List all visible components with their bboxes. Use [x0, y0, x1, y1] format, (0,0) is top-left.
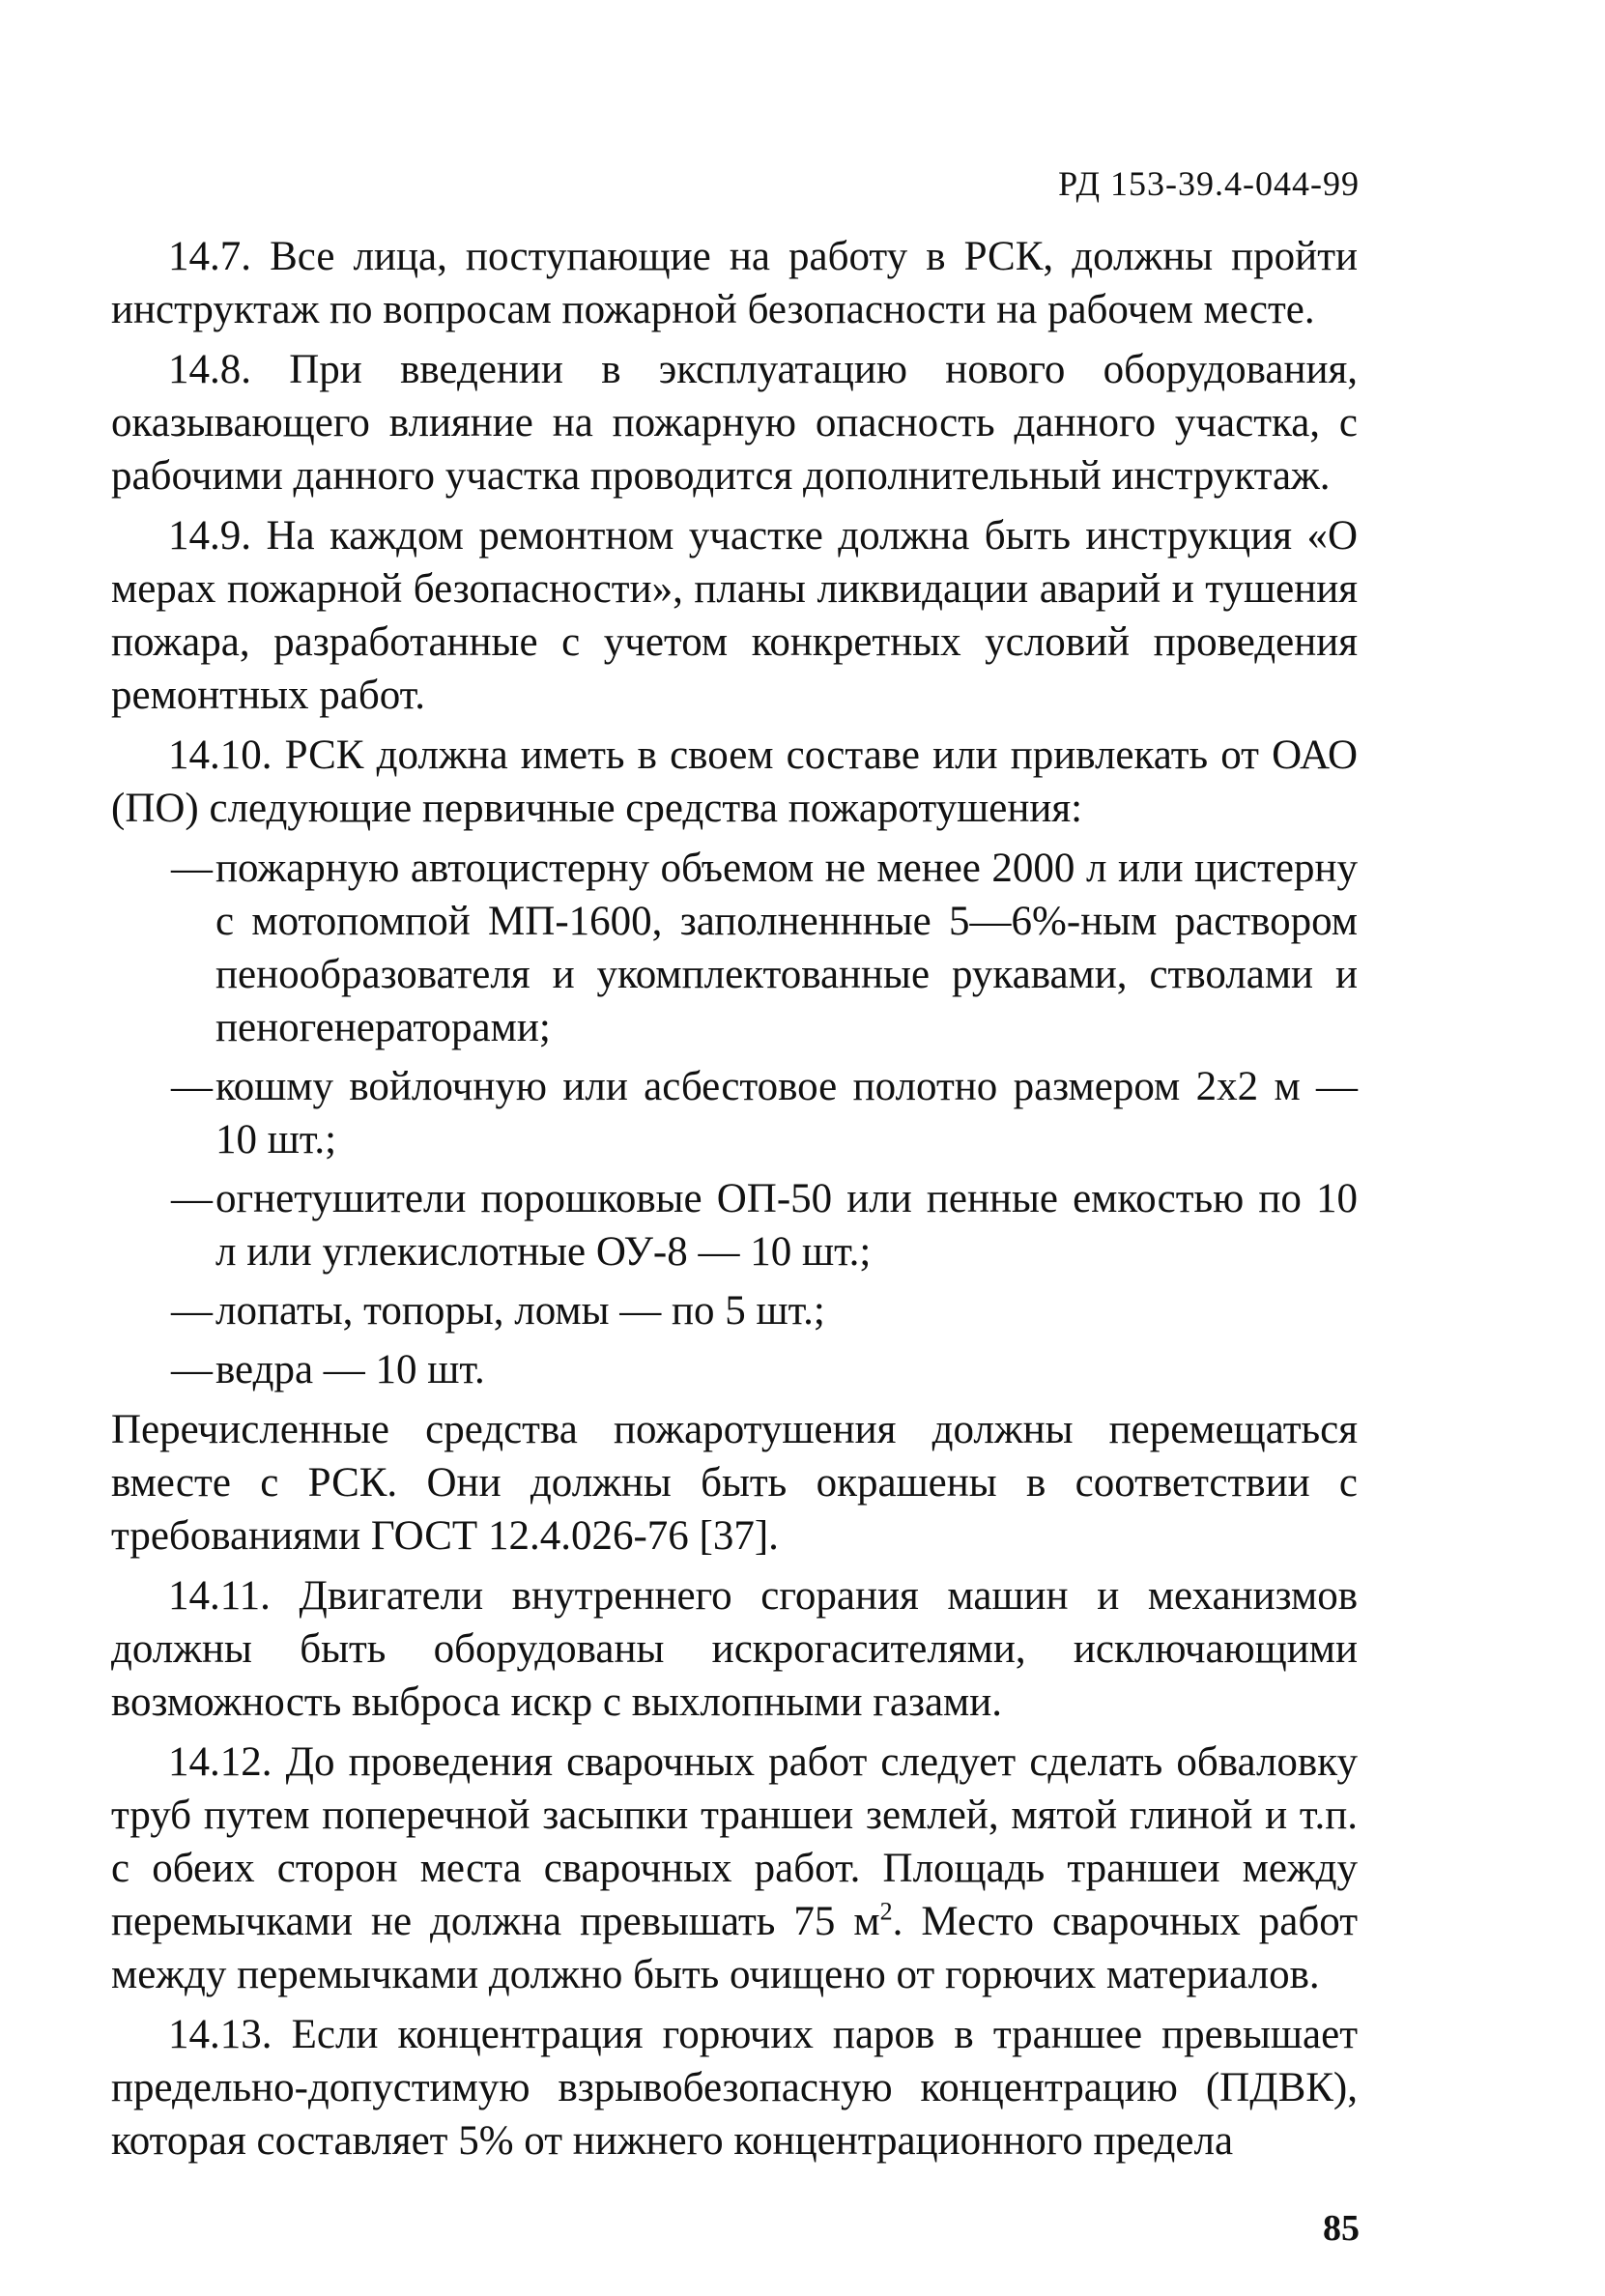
- paragraph-14-9: 14.9. На каждом ремонтном участке должна быть инструкция «О мерах пожарной безопасности», планы ликвидации аварий и тушения пожара, разработанные с учетом конкретных условий проведения ремонтных работ.: [111, 513, 1358, 718]
- paragraph-14-12-part-b: . Место сварочных работ между перемычками должно быть очищено от горючих материалов.: [111, 1899, 1358, 1997]
- list-item-text: кошму войлочную или асбестовое полотно размером 2х2 м — 10 шт.;: [215, 1064, 1358, 1162]
- list-dash: —: [171, 1347, 213, 1392]
- paragraph-14-13: 14.13. Если концентрация горючих паров в траншее превышает предельно-допустимую взрывобезопасную концентрацию (ПДВК), которая составляет 5% от нижнего концентрационного предела: [111, 2012, 1358, 2164]
- list-dash: —: [171, 846, 213, 891]
- firefighting-equipment-list: [111, 842, 1358, 1396]
- list-dash: —: [171, 1064, 213, 1109]
- list-item: [111, 842, 1358, 1054]
- list-item-text: ведра — 10 шт.: [215, 1347, 485, 1392]
- page-number: 85: [1323, 2208, 1360, 2249]
- list-item: [111, 1060, 1358, 1166]
- list-dash: —: [171, 1288, 213, 1334]
- superscript-square: 2: [879, 1897, 893, 1926]
- list-item-text: пожарную автоцистерну объемом не менее 2000 л или цистерну с мотопомпой МП-1600, заполненнные 5—6%-ным раствором пенообразователя и укомплектованные рукавами, стволами и пеногенераторами;: [215, 846, 1358, 1050]
- document-code: РД 153-39.4-044-99: [1058, 164, 1360, 203]
- list-item: [111, 1172, 1358, 1278]
- list-dash: —: [171, 1176, 213, 1221]
- list-item-text: лопаты, топоры, ломы — по 5 шт.;: [215, 1288, 825, 1334]
- document-body: [111, 230, 1358, 2174]
- paragraph-14-12: [111, 1736, 1358, 2001]
- paragraph-14-8: 14.8. При введении в эксплуатацию нового оборудования, оказывающего влияние на пожарную опасность данного участка, с рабочими данного участка проводится дополнительный инструктаж.: [111, 347, 1358, 499]
- paragraph-14-7: 14.7. Все лица, поступающие на работу в РСК, должны пройти инструктаж по вопросам пожарной безопасности на рабочем месте.: [111, 234, 1358, 332]
- paragraph-14-11: 14.11. Двигатели внутреннего сгорания машин и механизмов должны быть оборудованы искрогасителями, исключающими возможность выброса искр с выхлопными газами.: [111, 1573, 1358, 1725]
- list-item: [111, 1284, 1358, 1337]
- paragraph-14-10: 14.10. РСК должна иметь в своем составе или привлекать от ОАО (ПО) следующие первичные средства пожаротушения:: [111, 732, 1358, 831]
- list-item: [111, 1343, 1358, 1396]
- paragraph-14-12-part-a: 14.12. До проведения сварочных работ следует сделать обваловку труб путем поперечной засыпки траншеи землей, мятой глиной и т.п. с обеих сторон места сварочных работ. Площадь траншеи между перемычками не должна превышать 75 м: [111, 1739, 1358, 1944]
- list-item-text: огнетушители порошковые ОП-50 или пенные емкостью по 10 л или углекислотные ОУ-8 — 10 шт.;: [215, 1176, 1358, 1275]
- paragraph-14-10-tail: Перечисленные средства пожаротушения должны перемещаться вместе с РСК. Они должны быть окрашены в соответствии с требованиями ГОСТ 12.4.026-76 [37].: [111, 1407, 1358, 1559]
